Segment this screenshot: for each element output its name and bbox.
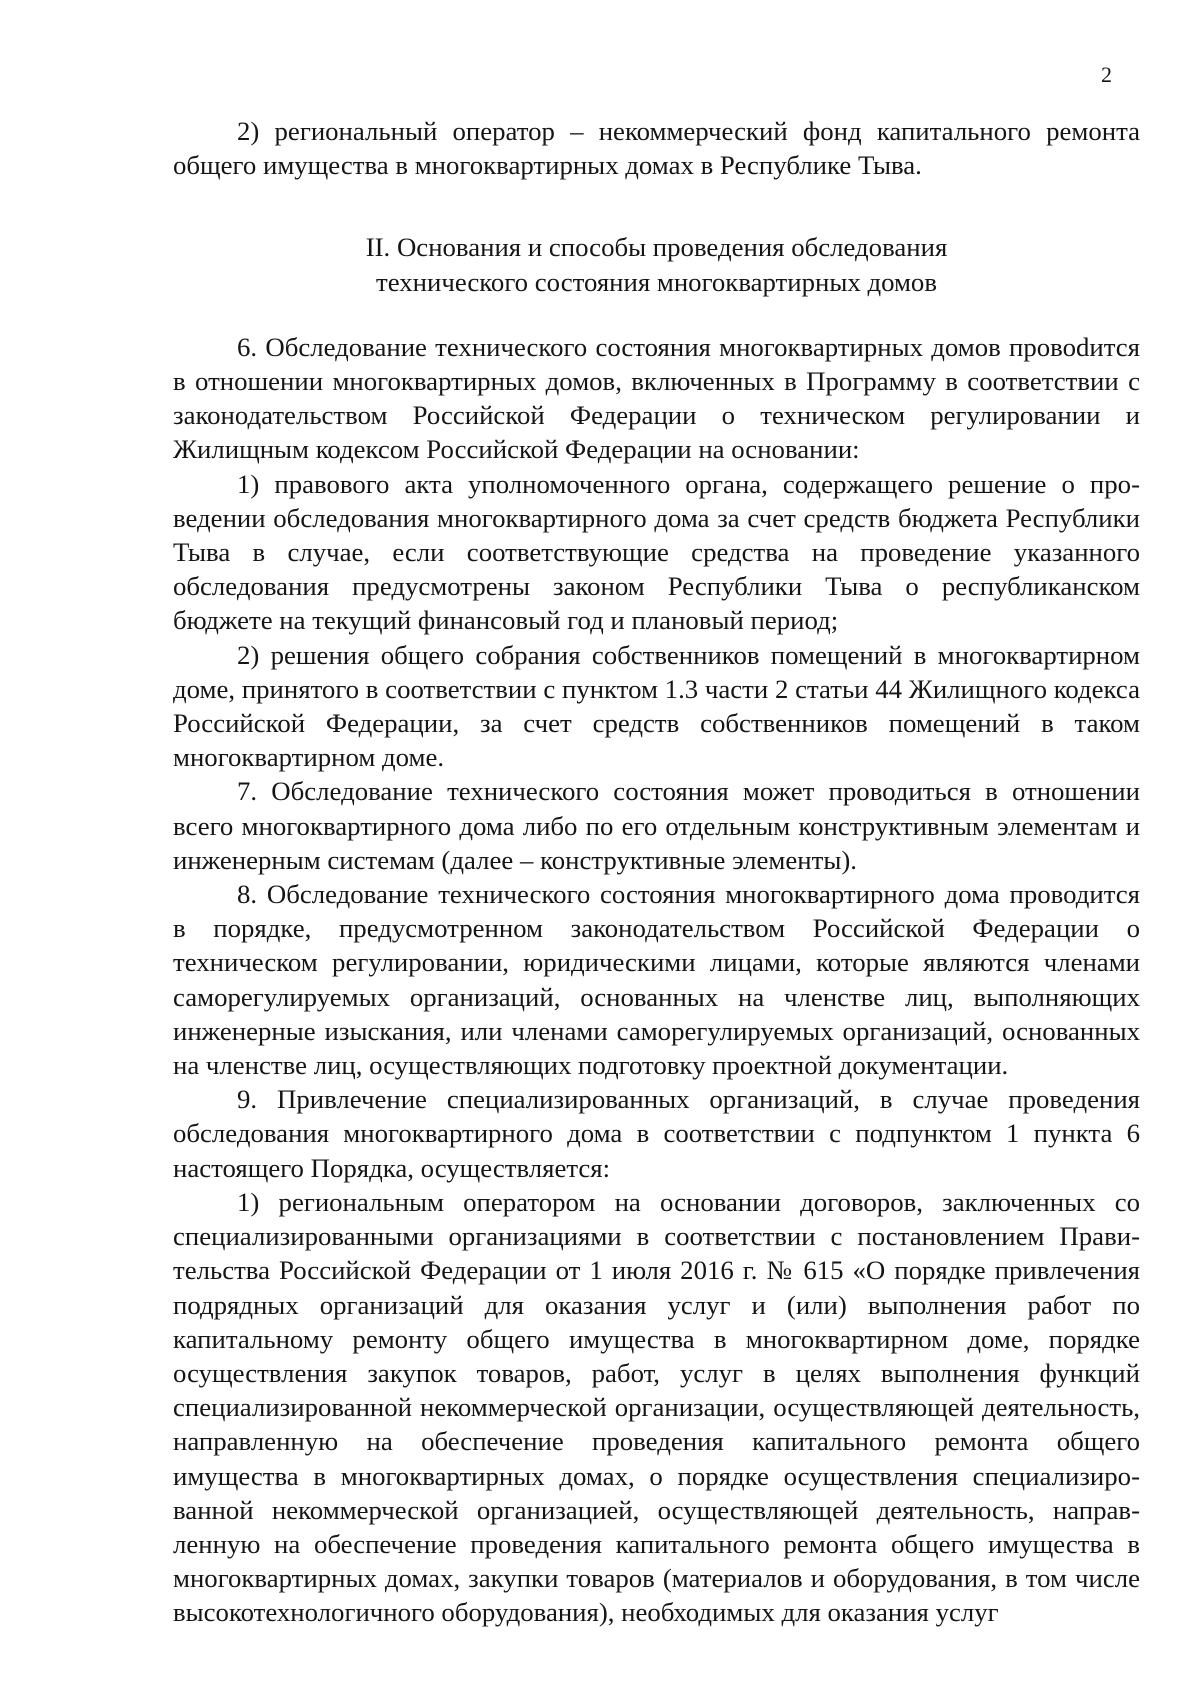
paragraph-9-item-1: 1) региональным оператором на основании договоров, заключенных со специализированными организациями в соответствии с постановлением Правительства Российской Федерации от 1 июля 2016 г. № 615 «О порядке привлечения подрядных организаций для оказания услуг и (или) выполнения работ по капитальному ремонту общего имущества в многоквартирном доме, порядке осуществления закупок товаров, работ, услуг в целях выполнения функций специализированной некоммерческой организации, осуществляющей деятельность, направленную на обеспечение проведения капитального ремонта общего имущества в многоквартирных домах, о порядке осуществления специализированной некоммерческой организацией, осуществляющей деятельность, направленную на обеспечение проведения капитального ремонта общего имущества в многоквартирных домах, закупки товаров (материалов и оборудования, в том числе высокотехнологичного оборудования), необходимых для оказания услуг (173, 1186, 1140, 1628)
paragraph-8: 8. Обследование технического состояния многоквартирного дома проводится в порядке, предусмотренном законодательством Российской Федерации о техническом регулировании, юридическими лицами, которые являются членами саморегулируемых организаций, основанных на членстве лиц, выполняющих инженерные изыскания, или членами саморегулируемых организаций, основанных на членстве лиц, осуществляющих подготовку проектной документации. (173, 879, 1140, 1081)
section-heading (173, 230, 1140, 298)
paragraph-9: 9. Привлечение специализированных организаций, в случае проведения обследования многоквартирного дома в соответствии с подпунктом 1 пункта 6 настоящего Порядка, осуществляется: (173, 1084, 1140, 1183)
paragraph-6: 6. Обследование технического состояния многоквартирных домов провоdится в отношении многоквартирных домов, включенных в Программу в соответствии с законодательством Российской Федерации о техническом регулировании и Жилищным кодексом Российской Федерации на основании: (173, 331, 1140, 465)
intro-item-paragraph: 2) региональный оператор – некоммерческий фонд капитального ремонта общего имущества в многоквартирных домах в Республике Тыва. (173, 116, 1140, 181)
paragraph-6-item-2: 2) решения общего собрания собственников помещений в многоквартирном доме, принятого в соответствии с пунктом 1.3 части 2 статьи 44 Жилищного кодекса Российской Федерации, за счет средств собственников помещений в таком многоквартирном доме. (173, 639, 1140, 773)
section-heading-line-2: технического состояния многоквартирных домов (376, 266, 937, 297)
document-body (173, 114, 1140, 1630)
paragraph-6-item-1: 1) правового акта уполномоченного органа, содержащего решение о проведении обследования многоквартирного дома за счет средств бюджета Республики Тыва в случае, если соответствующие средства на проведение указанного обследования предусмотрены законом Республики Тыва о республиканском бюджете на текущий финансовый год и плановый период; (173, 468, 1140, 636)
page-number: 2 (1101, 62, 1112, 87)
section-heading-line-1: II. Основания и способы проведения обследования (365, 232, 948, 263)
paragraph-7: 7. Обследование технического состояния может проводиться в отношении всего многоквартирного дома либо по его отдельным конструктивным элементам и инженерным системам (далее – конструктивные элементы). (173, 776, 1140, 875)
